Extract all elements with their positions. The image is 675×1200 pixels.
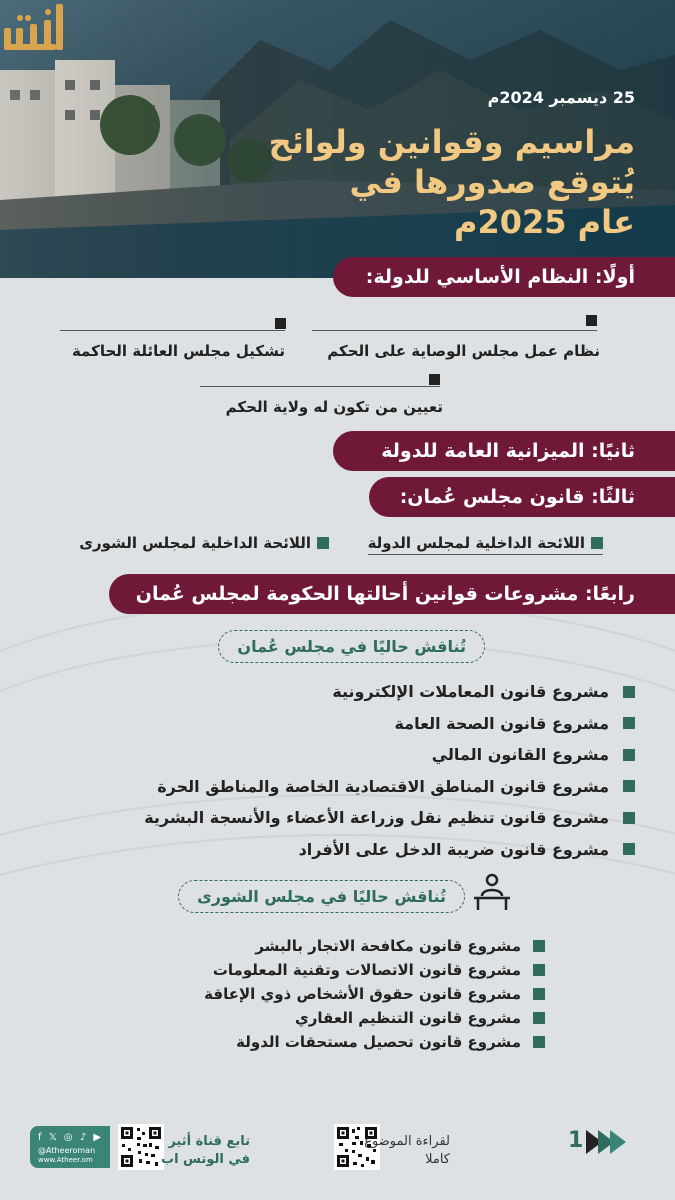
page-number: 1 bbox=[568, 1128, 584, 1153]
title-line-2: يُتوقع صدورها في bbox=[349, 163, 635, 201]
list-item bbox=[125, 934, 545, 958]
title-line-1: مراسيم وقوانين ولوائح bbox=[268, 123, 635, 161]
list-item bbox=[125, 1030, 545, 1054]
section-3-item-label: اللائحة الداخلية لمجلس الدولة bbox=[367, 534, 585, 552]
bullet-square-icon bbox=[533, 1012, 545, 1024]
read-line-2: كاملا bbox=[425, 1152, 450, 1167]
list-item-label: مشروع قانون مكافحة الاتجار بالبشر bbox=[255, 937, 521, 955]
bullet-square-icon bbox=[533, 1036, 545, 1048]
bullet-square-icon bbox=[591, 537, 603, 549]
bullet-square-icon bbox=[623, 717, 635, 729]
list-item-label: مشروع قانون الصحة العامة bbox=[394, 713, 609, 733]
bullet-square-icon bbox=[623, 780, 635, 792]
bullet-square-icon bbox=[623, 843, 635, 855]
list-item-label: مشروع قانون تنظيم نقل وزراعة الأعضاء والأنسجة البشرية bbox=[144, 808, 609, 828]
bullet-square-icon bbox=[317, 537, 329, 549]
social-icons: f 𝕏 ◎ ♪ ▶ bbox=[38, 1132, 104, 1143]
list-item bbox=[15, 676, 635, 708]
list-item-label: مشروع قانون الاتصالات وتقنية المعلومات bbox=[212, 961, 521, 979]
list-item bbox=[15, 708, 635, 740]
bullet-square-icon bbox=[623, 749, 635, 761]
group-2-list bbox=[125, 934, 545, 1054]
read-line-1: لقراءة الموضوع bbox=[364, 1134, 450, 1149]
whatsapp-qr-code[interactable] bbox=[118, 1124, 164, 1170]
list-item-label: مشروع قانون التنظيم العقاري bbox=[295, 1009, 521, 1027]
list-item-label: مشروع قانون حقوق الأشخاص ذوي الإعاقة bbox=[204, 985, 521, 1003]
group-1-list bbox=[15, 676, 635, 865]
list-item bbox=[15, 802, 635, 834]
title-line-3: عام 2025م bbox=[454, 203, 635, 241]
bullet-square-icon bbox=[533, 940, 545, 952]
website-url: www.Atheer.om bbox=[38, 1156, 93, 1164]
list-item-label: مشروع قانون المعاملات الإلكترونية bbox=[332, 682, 609, 702]
list-item bbox=[15, 771, 635, 803]
section-4-title: رابعًا: مشروعات قوانين أحالتها الحكومة لمجلس عُمان bbox=[109, 574, 675, 614]
list-item-label: مشروع قانون تحصيل مستحقات الدولة bbox=[236, 1033, 521, 1051]
section-1-item: تعيين من تكون له ولاية الحكم bbox=[225, 398, 443, 416]
divider-line bbox=[312, 330, 597, 331]
list-item-label: مشروع قانون ضريبة الدخل على الأفراد bbox=[298, 839, 609, 859]
section-1-item: نظام عمل مجلس الوصاية على الحكم bbox=[327, 342, 600, 360]
bullet-square-icon bbox=[275, 318, 286, 329]
next-arrows-icon[interactable] bbox=[584, 1126, 628, 1158]
list-item-label: مشروع القانون المالي bbox=[431, 745, 609, 765]
date-label: 25 ديسمبر 2024م bbox=[487, 88, 635, 107]
group-2-label: تُناقش حاليًا في مجلس الشورى bbox=[178, 880, 465, 913]
section-3-item bbox=[368, 534, 603, 555]
person-at-desk-icon bbox=[470, 872, 514, 912]
section-1-title: أولًا: النظام الأساسي للدولة: bbox=[333, 257, 675, 297]
atheer-logo-icon bbox=[0, 0, 76, 58]
divider-line bbox=[60, 330, 285, 331]
follow-line-2: في الوتس اب bbox=[161, 1152, 250, 1167]
section-3-item bbox=[79, 534, 329, 552]
bullet-square-icon bbox=[533, 964, 545, 976]
list-item bbox=[125, 958, 545, 982]
read-full-article-text bbox=[364, 1133, 450, 1169]
list-item bbox=[15, 739, 635, 771]
section-1-item: تشكيل مجلس العائلة الحاكمة bbox=[71, 342, 285, 360]
list-item bbox=[15, 834, 635, 866]
bullet-square-icon bbox=[429, 374, 440, 385]
follow-line-1: تابع قناة أثير bbox=[168, 1134, 250, 1149]
bullet-square-icon bbox=[533, 988, 545, 1000]
page-title bbox=[255, 122, 635, 242]
list-item bbox=[125, 1006, 545, 1030]
list-item-label: مشروع قانون المناطق الاقتصادية الخاصة والمناطق الحرة bbox=[157, 776, 609, 796]
group-1-label: تُناقش حاليًا في مجلس عُمان bbox=[218, 630, 485, 663]
section-3-item-label: اللائحة الداخلية لمجلس الشورى bbox=[79, 534, 311, 552]
section-3-title: ثالثًا: قانون مجلس عُمان: bbox=[369, 477, 675, 517]
bullet-square-icon bbox=[623, 812, 635, 824]
follow-whatsapp-text bbox=[161, 1133, 250, 1169]
section-2-title: ثانيًا: الميزانية العامة للدولة bbox=[333, 431, 675, 471]
list-item bbox=[125, 982, 545, 1006]
bullet-square-icon bbox=[586, 315, 597, 326]
bullet-square-icon bbox=[623, 686, 635, 698]
social-handle: @Atheeroman bbox=[38, 1146, 96, 1155]
header-banner bbox=[0, 0, 675, 278]
divider-line bbox=[200, 386, 440, 387]
social-badge[interactable] bbox=[30, 1126, 110, 1168]
